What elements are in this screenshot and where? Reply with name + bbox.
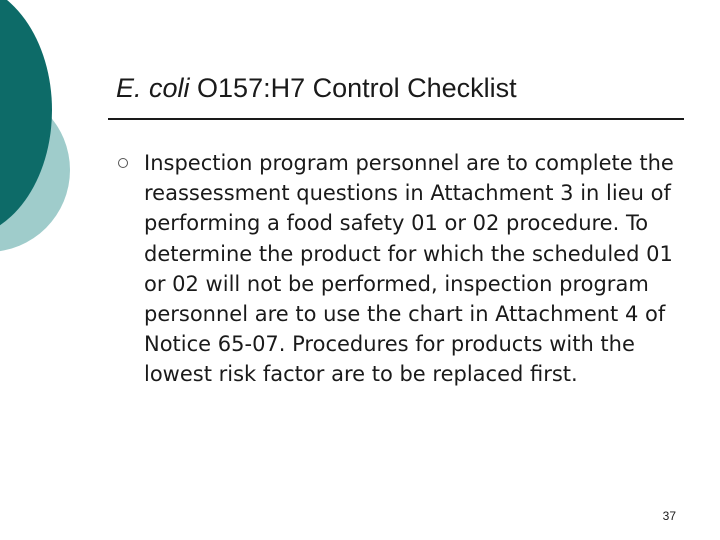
- title-italic-part: E. coli: [116, 73, 190, 103]
- bullet-text: Inspection program personnel are to complete the reassessment questions in Attachment 3 in lieu of performing a food safety 01 or 02 procedure. To determine the product for which the scheduled 01 or 02 will not be performed, inspection program personnel are to use the chart in Attachment 4 of Notice 65-07. Procedures for products with the lowest risk factor are to be replaced first.: [144, 151, 674, 387]
- bullet-circle-icon: [118, 158, 128, 168]
- slide-title: [116, 74, 517, 104]
- page-number: 37: [662, 509, 676, 523]
- decorative-circles: [0, 0, 80, 300]
- title-main-part: O157:H7 Control Checklist: [189, 73, 517, 103]
- title-underline: [108, 118, 684, 120]
